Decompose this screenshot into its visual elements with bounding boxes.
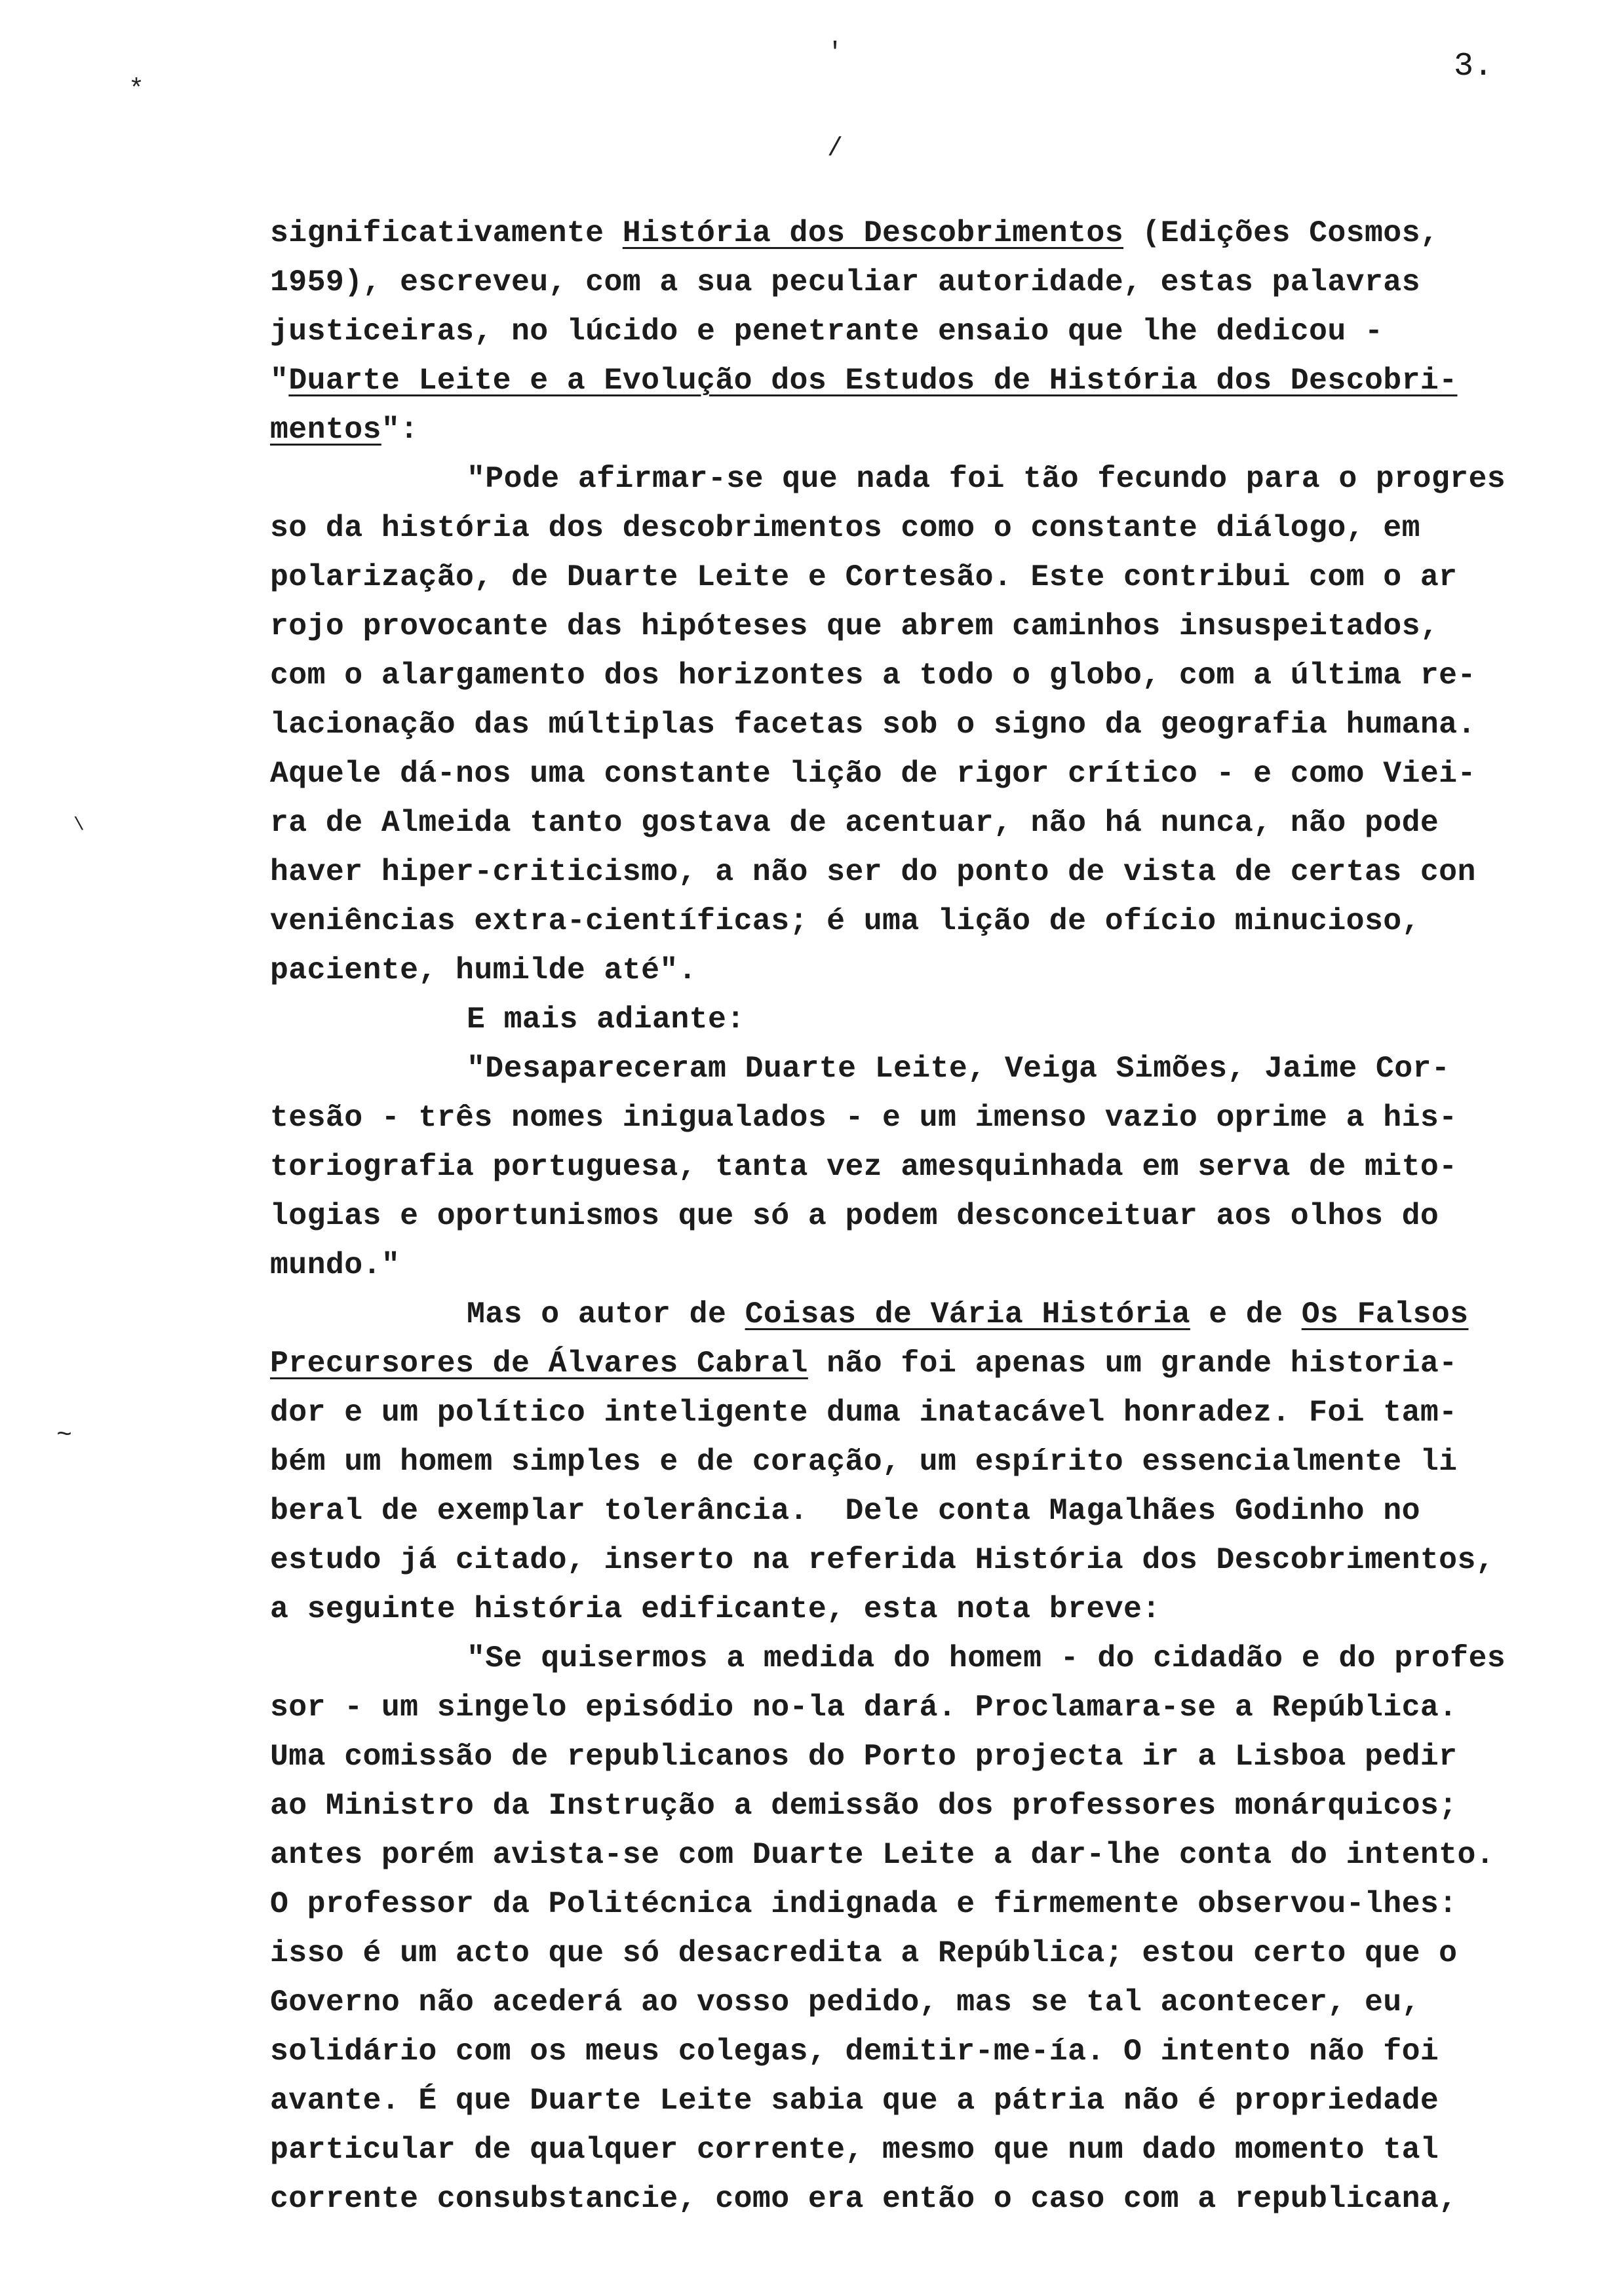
underlined-title: Duarte Leite e a Evolução dos Estudos de História dos Descobri-: [288, 363, 1458, 398]
text-line: [270, 2125, 1587, 2174]
text-line: [270, 1879, 1587, 1928]
text-line: [270, 1142, 1587, 1191]
text-run: sor - um singelo episódio no-la dará. Proclamara-se a República.: [270, 1690, 1458, 1725]
text-run: isso é um acto que só desacredita a República; estou certo que o: [270, 1936, 1458, 1970]
text-line: [270, 2027, 1587, 2076]
text-line: [270, 1535, 1587, 1584]
text-run: ":: [381, 412, 419, 447]
text-line: [270, 1830, 1587, 1879]
underlined-title: Coisas de Vária História: [745, 1297, 1190, 1331]
text-line: [270, 405, 1587, 454]
text-line: [270, 1290, 1587, 1339]
text-run: Mas o autor de: [467, 1297, 745, 1331]
text-line: [270, 307, 1587, 356]
text-run: corrente consubstancie, como era então o caso com a republicana,: [270, 2181, 1458, 2216]
text-run: Governo não acederá ao vosso pedido, mas se tal acontecer, eu,: [270, 1985, 1420, 2019]
text-line: [270, 1978, 1587, 2027]
underlined-title: Precursores de Álvares Cabral: [270, 1346, 808, 1381]
page-number: 3.: [1454, 48, 1494, 85]
text-run: 1959), escreveu, com a sua peculiar autoridade, estas palavras: [270, 265, 1420, 299]
underlined-title: Os Falsos: [1301, 1297, 1469, 1331]
stray-mark-backslash: \: [73, 815, 85, 835]
text-run: (Edições Cosmos,: [1123, 216, 1439, 250]
text-line: [270, 1781, 1587, 1830]
text-run: estudo já citado, inserto na referida História dos Descobrimentos,: [270, 1542, 1495, 1577]
text-run: "Se quisermos a medida do homem - do cidadão e do profes: [467, 1641, 1506, 1675]
stray-mark-asterisk: *: [128, 75, 145, 105]
text-run: particular de qualquer corrente, mesmo que num dado momento tal: [270, 2132, 1439, 2167]
text-run: antes porém avista-se com Duarte Leite a dar-lhe conta do intento.: [270, 1837, 1495, 1872]
stray-mark-tilde: ~: [56, 1421, 73, 1451]
text-line: [270, 1240, 1587, 1290]
text-line: [270, 1683, 1587, 1732]
text-run: mundo.": [270, 1248, 400, 1282]
text-line: [270, 2174, 1587, 2223]
text-line: [270, 2076, 1587, 2125]
text-line: [270, 1093, 1587, 1142]
text-run: E mais adiante:: [467, 1002, 745, 1037]
text-run: veniências extra-científicas; é uma lição de ofício minucioso,: [270, 904, 1420, 938]
text-run: ao Ministro da Instrução a demissão dos professores monárquicos;: [270, 1788, 1458, 1823]
text-line: [270, 454, 1587, 503]
text-line: [270, 1044, 1587, 1093]
text-line: [270, 1339, 1587, 1388]
text-run: paciente, humilde até".: [270, 953, 697, 987]
text-run: rojo provocante das hipóteses que abrem caminhos insuspeitados,: [270, 609, 1439, 643]
text-line: [270, 602, 1587, 651]
text-line: [270, 946, 1587, 995]
text-run: beral de exemplar tolerância. Dele conta Magalhães Godinho no: [270, 1493, 1420, 1528]
text-run: "Desapareceram Duarte Leite, Veiga Simões, Jaime Cor-: [467, 1051, 1450, 1086]
text-run: ": [270, 363, 289, 398]
typed-text-body: [270, 208, 1587, 2223]
text-line: [270, 1584, 1587, 1634]
text-run: lacionação das múltiplas facetas sob o signo da geografia humana.: [270, 707, 1476, 742]
text-run: Aquele dá-nos uma constante lição de rigor crítico - e como Viei-: [270, 756, 1476, 791]
stray-mark-tick: ': [827, 39, 844, 68]
text-line: [270, 552, 1587, 602]
stray-mark-slash: /: [827, 134, 844, 164]
text-run: solidário com os meus colegas, demitir-me-ía. O intento não foi: [270, 2034, 1439, 2069]
text-line: [270, 208, 1587, 258]
text-run: dor e um político inteligente duma inatacável honradez. Foi tam-: [270, 1395, 1458, 1430]
text-run: "Pode afirmar-se que nada foi tão fecundo para o progres: [467, 461, 1506, 496]
text-run: a seguinte história edificante, esta nota breve:: [270, 1592, 1161, 1626]
text-run: significativamente: [270, 216, 623, 250]
text-line: [270, 651, 1587, 700]
text-line: [270, 356, 1587, 405]
text-run: ra de Almeida tanto gostava de acentuar, não há nunca, não pode: [270, 805, 1439, 840]
text-run: polarização, de Duarte Leite e Cortesão. Este contribui com o ar: [270, 560, 1458, 594]
text-run: avante. É que Duarte Leite sabia que a pátria não é propriedade: [270, 2083, 1439, 2118]
text-run: com o alargamento dos horizontes a todo o globo, com a última re-: [270, 658, 1476, 693]
text-run: Uma comissão de republicanos do Porto projecta ir a Lisboa pedir: [270, 1739, 1458, 1774]
text-line: [270, 1388, 1587, 1437]
text-line: [270, 1486, 1587, 1535]
text-line: [270, 503, 1587, 552]
text-line: [270, 749, 1587, 798]
text-line: [270, 1928, 1587, 1978]
text-run: toriografia portuguesa, tanta vez amesquinhada em serva de mito-: [270, 1149, 1458, 1184]
text-line: [270, 1191, 1587, 1240]
text-line: [270, 1634, 1587, 1683]
text-run: haver hiper-criticismo, a não ser do ponto de vista de certas con: [270, 854, 1476, 889]
text-line: [270, 896, 1587, 946]
text-line: [270, 847, 1587, 896]
underlined-title: mentos: [270, 412, 381, 447]
text-line: [270, 258, 1587, 307]
text-line: [270, 798, 1587, 847]
text-run: e de: [1190, 1297, 1302, 1331]
text-line: [270, 700, 1587, 749]
text-run: justiceiras, no lúcido e penetrante ensaio que lhe dedicou -: [270, 314, 1384, 349]
text-run: logias e oportunismos que só a podem desconceituar aos olhos do: [270, 1198, 1439, 1233]
text-run: bém um homem simples e de coração, um espírito essencialmente li: [270, 1444, 1458, 1479]
text-run: so da história dos descobrimentos como o constante diálogo, em: [270, 510, 1420, 545]
underlined-title: História dos Descobrimentos: [622, 216, 1124, 250]
text-line: [270, 995, 1587, 1044]
text-line: [270, 1437, 1587, 1486]
text-run: O professor da Politécnica indignada e firmemente observou-lhes:: [270, 1886, 1458, 1921]
text-run: tesão - três nomes inigualados - e um imenso vazio oprime a his-: [270, 1100, 1458, 1135]
text-run: não foi apenas um grande historia-: [808, 1346, 1458, 1381]
text-line: [270, 1732, 1587, 1781]
